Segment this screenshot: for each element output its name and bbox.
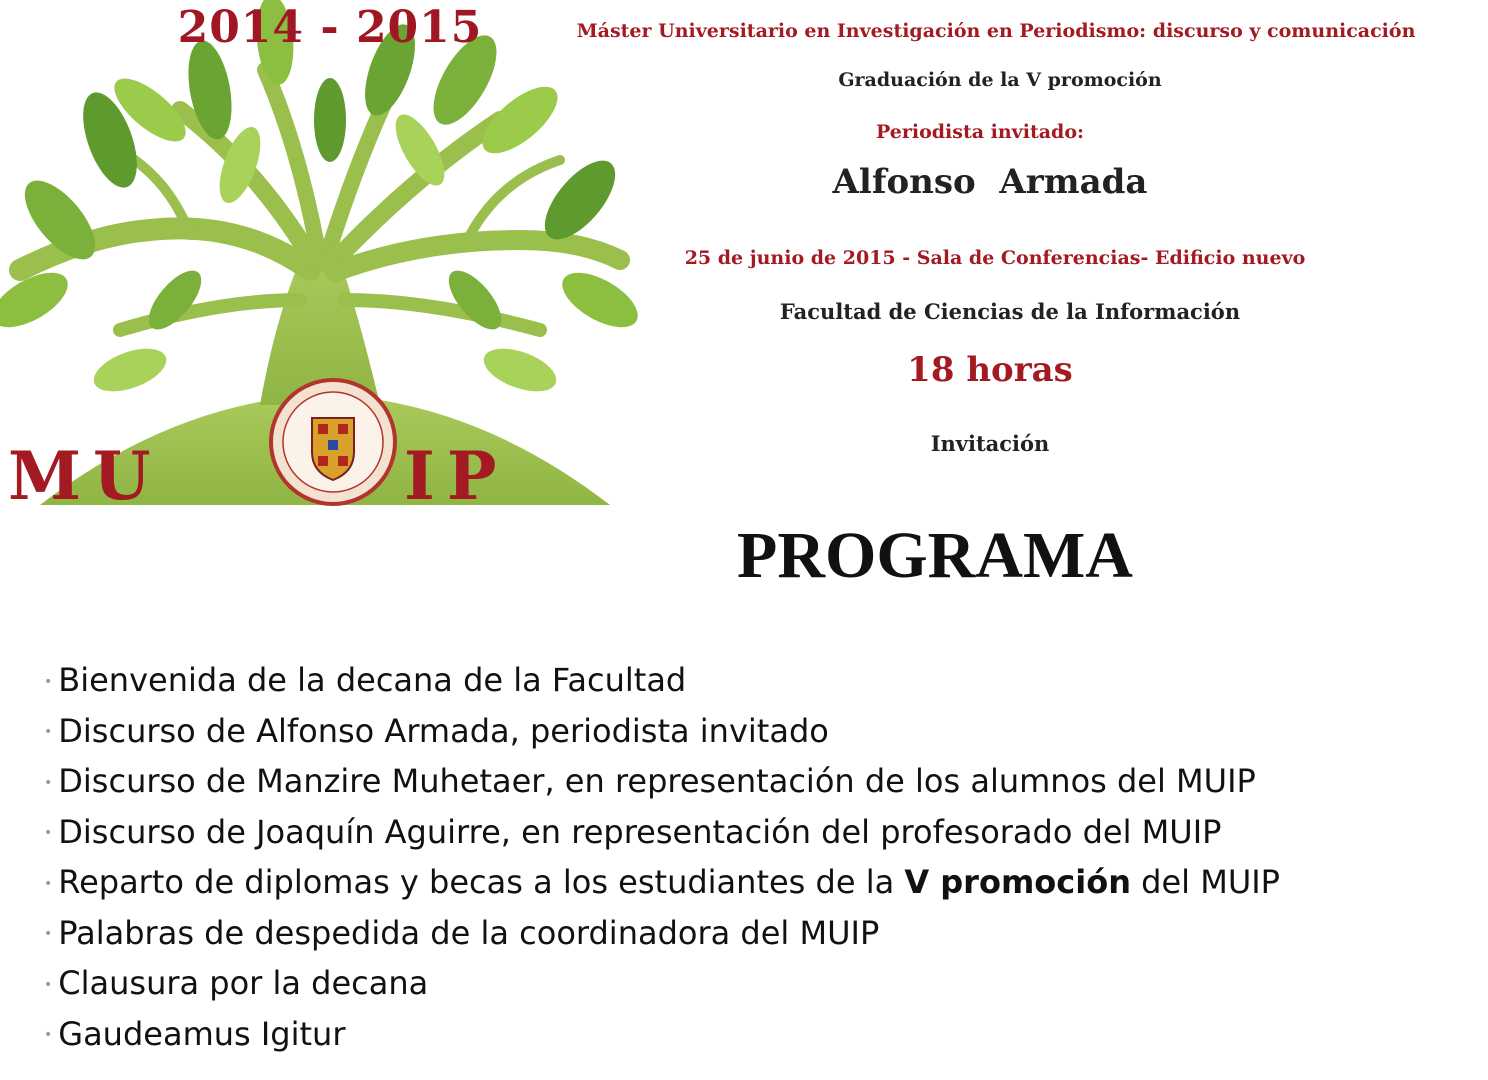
program-item: • Discurso de Alfonso Armada, periodista invitado bbox=[44, 711, 829, 750]
brand-text-left: MU bbox=[8, 437, 163, 515]
bullet-icon: • bbox=[44, 724, 53, 740]
bullet-icon: • bbox=[44, 1027, 53, 1043]
bullet-icon: • bbox=[44, 825, 53, 841]
tree-logo-graphic bbox=[0, 0, 650, 515]
bullet-icon: • bbox=[44, 673, 53, 690]
faculty-name: Facultad de Ciencias de la Información bbox=[779, 299, 1241, 324]
program-item: • Discurso de Manzire Muhetaer, en representación de los alumnos del MUIP bbox=[44, 762, 1256, 800]
graduation-line: Graduación de la V promoción bbox=[838, 69, 1162, 91]
program-item: • Clausura por la decana bbox=[44, 964, 429, 1002]
master-title: Máster Universitario en Investigación en Periodismo: discurso y comunicación bbox=[576, 20, 1416, 42]
bullet-icon: • bbox=[44, 875, 53, 892]
program-title: PROGRAMA bbox=[737, 519, 1133, 592]
program-list bbox=[44, 656, 1280, 1060]
program-item: • Reparto de diplomas y becas a los estudiantes de la V promoción del MUIP bbox=[44, 863, 1280, 901]
program-item: • Bienvenida de la decana de la Facultad bbox=[44, 661, 687, 699]
program-item: • Gaudeamus Igitur bbox=[44, 1014, 346, 1053]
years-heading: 2014 - 2015 bbox=[177, 2, 483, 53]
bullet-icon: • bbox=[44, 774, 53, 791]
date-place: 25 de junio de 2015 - Sala de Conferencias- Edificio nuevo bbox=[684, 247, 1306, 269]
guest-name: Alfonso Armada bbox=[832, 162, 1148, 202]
invitation-label: Invitación bbox=[930, 431, 1050, 456]
highlight-text: V promoción bbox=[904, 863, 1131, 901]
bullet-icon: • bbox=[44, 926, 53, 942]
bullet-icon: • bbox=[44, 976, 53, 993]
brand-text-right: IP bbox=[404, 437, 509, 515]
guest-label: Periodista invitado: bbox=[875, 121, 1085, 143]
program-item: • Discurso de Joaquín Aguirre, en representación del profesorado del MUIP bbox=[44, 812, 1222, 851]
event-time: 18 horas bbox=[907, 350, 1073, 390]
program-item: • Palabras de despedida de la coordinadora del MUIP bbox=[44, 913, 880, 952]
